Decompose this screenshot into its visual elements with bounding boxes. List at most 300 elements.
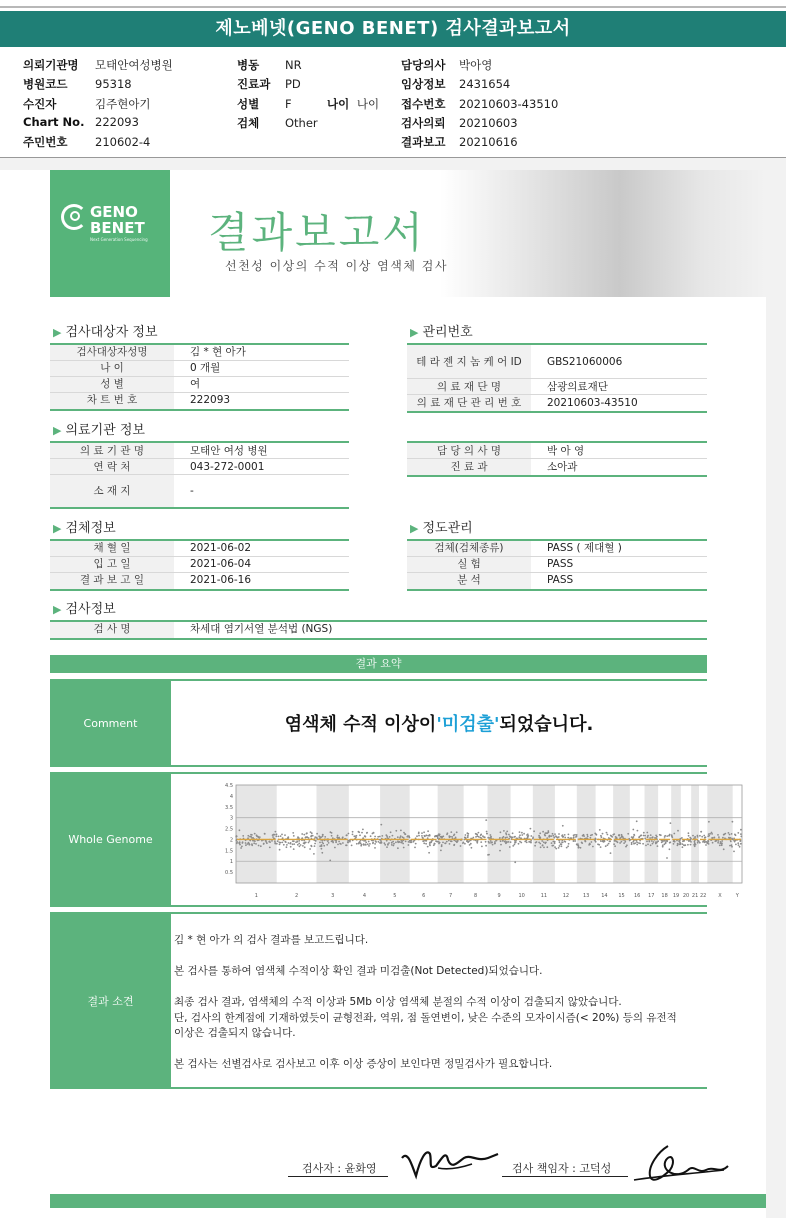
- data-point: [705, 844, 707, 846]
- data-point: [645, 845, 647, 847]
- data-point: [506, 831, 508, 833]
- data-point: [618, 834, 620, 836]
- table-row-label: 의 료 재 단 명: [407, 379, 531, 394]
- data-point: [372, 842, 374, 844]
- data-point: [272, 836, 274, 838]
- data-point: [544, 842, 546, 844]
- section-arrow-icon: ▶: [53, 424, 62, 437]
- data-point: [375, 840, 377, 842]
- data-point: [450, 831, 452, 833]
- data-point: [427, 830, 429, 832]
- data-point: [739, 840, 741, 842]
- data-point: [258, 845, 260, 847]
- table-row-label: 의 료 기 관 명: [50, 443, 174, 458]
- chromosome-band: [316, 785, 348, 883]
- data-point: [480, 834, 482, 836]
- data-point: [467, 833, 469, 835]
- data-point: [558, 847, 560, 849]
- data-point: [669, 841, 671, 843]
- data-point: [530, 828, 532, 830]
- data-point: [575, 836, 577, 838]
- data-point: [707, 841, 709, 843]
- section-title-subject: ▶ 검사대상자 정보: [53, 325, 158, 340]
- data-point: [624, 841, 626, 843]
- data-point: [740, 829, 742, 831]
- data-point: [732, 821, 734, 823]
- y-tick-label: 4.5: [225, 783, 233, 789]
- chromosome-band: [533, 785, 555, 883]
- data-point: [657, 845, 659, 847]
- y-tick-label: 4: [229, 793, 233, 800]
- data-point: [472, 837, 474, 839]
- x-tick-label: Y: [735, 893, 739, 899]
- data-point: [428, 852, 430, 854]
- chromosome-band: [577, 785, 596, 883]
- data-point: [322, 843, 324, 845]
- chromosome-band: [691, 785, 699, 883]
- table-row: [50, 393, 349, 409]
- logo-line-1: GENO: [90, 203, 138, 221]
- data-point: [358, 831, 360, 833]
- x-tick-label: 1: [254, 893, 258, 899]
- data-point: [580, 847, 582, 849]
- data-point: [613, 843, 615, 845]
- header-field-label: 성별: [237, 97, 260, 111]
- table-row: [407, 573, 707, 589]
- data-point: [440, 850, 442, 852]
- data-point: [423, 831, 425, 833]
- data-point: [596, 834, 598, 836]
- header-field-label: 검사의뢰: [401, 116, 446, 130]
- header-field-label: 병원코드: [23, 77, 68, 91]
- header-field: [23, 134, 150, 150]
- data-point: [587, 836, 589, 838]
- data-point: [416, 835, 418, 837]
- header-field: [237, 96, 292, 112]
- data-point: [504, 841, 506, 843]
- data-point: [331, 835, 333, 837]
- data-point: [486, 831, 488, 833]
- data-point: [521, 834, 523, 836]
- data-point: [633, 834, 635, 836]
- data-point: [666, 857, 668, 859]
- data-point: [526, 842, 528, 844]
- data-point: [631, 843, 633, 845]
- x-tick-label: X: [718, 893, 722, 899]
- data-point: [365, 836, 367, 838]
- section-arrow-icon: ▶: [53, 326, 62, 339]
- data-point: [381, 835, 383, 837]
- data-point: [714, 840, 716, 842]
- data-point: [445, 842, 447, 844]
- data-point: [546, 837, 548, 839]
- data-point: [301, 833, 303, 835]
- data-point: [610, 835, 612, 837]
- data-point: [319, 836, 321, 838]
- data-point: [699, 835, 701, 837]
- data-point: [392, 841, 394, 843]
- header-field-value: 20210616: [459, 135, 518, 149]
- data-point: [253, 842, 255, 844]
- table-row-value: 043-272-0001: [190, 461, 265, 473]
- data-point: [595, 838, 597, 840]
- data-point: [508, 834, 510, 836]
- data-point: [554, 833, 556, 835]
- header-field: [401, 96, 558, 112]
- data-point: [368, 841, 370, 843]
- data-point: [408, 844, 410, 846]
- data-point: [465, 834, 467, 836]
- data-point: [553, 836, 555, 838]
- data-point: [485, 845, 487, 847]
- table-row-value: 박 아 영: [547, 445, 585, 457]
- data-point: [470, 843, 472, 845]
- section-arrow-icon: ▶: [53, 603, 62, 616]
- tester-signature-image: [398, 1140, 502, 1182]
- data-point: [477, 840, 479, 842]
- data-point: [446, 841, 448, 843]
- data-point: [462, 842, 464, 844]
- data-point: [421, 835, 423, 837]
- data-point: [576, 844, 578, 846]
- data-point: [478, 836, 480, 838]
- data-point: [467, 836, 469, 838]
- data-point: [545, 832, 547, 834]
- data-point: [558, 836, 560, 838]
- data-point: [366, 832, 368, 834]
- data-point: [543, 841, 545, 843]
- data-point: [441, 836, 443, 838]
- data-point: [239, 842, 241, 844]
- data-point: [297, 841, 299, 843]
- whole-genome-label: Whole Genome: [50, 774, 171, 905]
- data-point: [303, 834, 305, 836]
- data-point: [634, 842, 636, 844]
- data-point: [388, 842, 390, 844]
- data-point: [644, 835, 646, 837]
- data-point: [515, 842, 517, 844]
- comment-highlight: '미검출': [436, 714, 500, 735]
- data-point: [293, 843, 295, 845]
- header-field-label: Chart No.: [23, 115, 85, 129]
- data-point: [636, 844, 638, 846]
- data-point: [605, 845, 607, 847]
- data-point: [607, 834, 609, 836]
- data-point: [664, 840, 666, 842]
- data-point: [559, 845, 561, 847]
- data-point: [740, 836, 742, 838]
- data-point: [502, 837, 504, 839]
- data-point: [508, 841, 510, 843]
- data-point: [609, 840, 611, 842]
- data-point: [640, 835, 642, 837]
- header-field-value: F: [285, 97, 292, 111]
- data-point: [279, 842, 281, 844]
- data-point: [352, 831, 354, 833]
- chromosome-band: [236, 785, 277, 883]
- data-point: [403, 837, 405, 839]
- data-point: [544, 835, 546, 837]
- data-point: [527, 837, 529, 839]
- data-point: [409, 842, 411, 844]
- table-row: [407, 443, 707, 459]
- data-point: [346, 835, 348, 837]
- data-point: [377, 836, 379, 838]
- table-row-value: 삼광의료재단: [547, 381, 608, 393]
- manager-signature-image: [628, 1140, 732, 1190]
- data-point: [451, 836, 453, 838]
- data-point: [514, 844, 516, 846]
- data-point: [456, 831, 458, 833]
- header-field-label: 결과보고: [401, 135, 446, 149]
- data-point: [422, 840, 424, 842]
- data-point: [647, 843, 649, 845]
- data-point: [734, 834, 736, 836]
- data-point: [573, 840, 575, 842]
- data-point: [647, 836, 649, 838]
- data-point: [574, 834, 576, 836]
- data-point: [478, 832, 480, 834]
- data-point: [386, 846, 388, 848]
- header-field: [237, 115, 318, 131]
- management-info-table: [407, 343, 707, 413]
- data-point: [638, 837, 640, 839]
- y-tick-label: 3.5: [225, 804, 233, 811]
- data-point: [418, 835, 420, 837]
- data-point: [583, 835, 585, 837]
- x-tick-label: 19: [672, 893, 680, 899]
- data-point: [573, 837, 575, 839]
- chromosome-band: [671, 785, 681, 883]
- table-row: [50, 459, 349, 475]
- section-arrow-icon: ▶: [53, 522, 62, 535]
- data-point: [368, 845, 370, 847]
- data-point: [480, 841, 482, 843]
- data-point: [574, 840, 576, 842]
- data-point: [608, 837, 610, 839]
- data-point: [538, 836, 540, 838]
- data-point: [256, 835, 258, 837]
- data-point: [386, 835, 388, 837]
- data-point: [500, 831, 502, 833]
- data-point: [298, 843, 300, 845]
- table-row-label: 성 별: [50, 377, 174, 392]
- data-point: [503, 830, 505, 832]
- data-point: [683, 844, 685, 846]
- data-point: [490, 837, 492, 839]
- data-point: [590, 837, 592, 839]
- data-point: [542, 845, 544, 847]
- data-point: [520, 842, 522, 844]
- header-age-label: 나이: [327, 97, 350, 111]
- data-point: [621, 841, 623, 843]
- table-row: [50, 377, 349, 393]
- table-row-label: 나 이: [50, 361, 174, 376]
- header-field-value: 210602-4: [95, 135, 151, 149]
- data-point: [561, 843, 563, 845]
- data-point: [379, 836, 381, 838]
- x-tick-label: 16: [634, 893, 641, 899]
- data-point: [662, 844, 664, 846]
- data-point: [683, 840, 685, 842]
- institution-info-table: [50, 441, 349, 509]
- table-row-label: 연 락 처: [50, 459, 174, 474]
- data-point: [277, 840, 279, 842]
- x-tick-label: 4: [362, 893, 367, 899]
- data-point: [322, 836, 324, 838]
- data-point: [514, 861, 516, 863]
- data-point: [442, 835, 444, 837]
- data-point: [699, 842, 701, 844]
- data-point: [321, 852, 323, 854]
- table-row: [407, 557, 707, 573]
- data-point: [677, 843, 679, 845]
- section-title-institution: ▶ 의료기관 정보: [53, 423, 145, 438]
- data-point: [395, 830, 397, 832]
- data-point: [506, 841, 508, 843]
- data-point: [384, 844, 386, 846]
- data-point: [619, 842, 621, 844]
- data-point: [399, 837, 401, 839]
- data-point: [323, 845, 325, 847]
- data-point: [581, 842, 583, 844]
- data-point: [511, 836, 513, 838]
- data-point: [279, 849, 281, 851]
- data-point: [568, 834, 570, 836]
- summary-bar: 결과 요약: [50, 655, 707, 673]
- header-field-label: 검체: [237, 116, 260, 130]
- data-point: [690, 844, 692, 846]
- data-point: [659, 834, 661, 836]
- header-field-label: 담당의사: [401, 58, 446, 72]
- data-point: [302, 845, 304, 847]
- table-row-value: 차세대 염기서열 분석법 (NGS): [190, 623, 333, 635]
- data-point: [704, 841, 706, 843]
- data-point: [614, 840, 616, 842]
- data-point: [281, 834, 283, 836]
- data-point: [273, 834, 275, 836]
- data-point: [559, 841, 561, 843]
- data-point: [379, 839, 381, 841]
- data-point: [250, 836, 252, 838]
- data-point: [275, 831, 277, 833]
- header-age-value: 나이: [356, 97, 380, 111]
- data-point: [413, 841, 415, 843]
- data-point: [435, 840, 437, 842]
- data-point: [723, 834, 725, 836]
- table-row-value: 2021-06-04: [190, 558, 252, 570]
- data-point: [673, 843, 675, 845]
- data-point: [740, 843, 742, 845]
- data-point: [342, 842, 344, 844]
- data-point: [239, 844, 241, 846]
- data-point: [245, 842, 247, 844]
- table-row-value: PASS ( 제대혈 ): [547, 542, 622, 554]
- data-point: [677, 845, 679, 847]
- data-point: [637, 830, 639, 832]
- data-point: [646, 832, 648, 834]
- data-point: [453, 844, 455, 846]
- data-point: [284, 841, 286, 843]
- data-point: [275, 835, 277, 837]
- data-point: [679, 841, 681, 843]
- data-point: [485, 819, 487, 821]
- table-row-label: 검체(검체종류): [407, 541, 531, 556]
- data-point: [655, 837, 657, 839]
- data-point: [252, 837, 254, 839]
- findings-line: 이상은 검출되지 않습니다.: [174, 1027, 296, 1039]
- data-point: [714, 837, 716, 839]
- data-point: [310, 836, 312, 838]
- data-point: [494, 843, 496, 845]
- data-point: [400, 830, 402, 832]
- data-point: [584, 840, 586, 842]
- data-point: [595, 841, 597, 843]
- data-point: [655, 835, 657, 837]
- data-point: [697, 840, 699, 842]
- table-row-value: PASS: [547, 558, 574, 570]
- data-point: [362, 829, 364, 831]
- data-point: [740, 833, 742, 835]
- table-row-value: 2021-06-02: [190, 542, 252, 554]
- header-field-value: NR: [285, 58, 302, 72]
- data-point: [506, 836, 508, 838]
- data-point: [678, 843, 680, 845]
- data-point: [687, 844, 689, 846]
- header-field: [401, 115, 518, 131]
- data-point: [399, 841, 401, 843]
- table-row: [50, 622, 707, 638]
- data-point: [393, 843, 395, 845]
- data-point: [381, 842, 383, 844]
- x-tick-label: 6: [422, 893, 426, 899]
- table-row-label: 검 사 명: [50, 622, 174, 638]
- data-point: [476, 833, 478, 835]
- data-point: [552, 833, 554, 835]
- data-point: [554, 841, 556, 843]
- data-point: [643, 835, 645, 837]
- data-point: [602, 833, 604, 835]
- y-tick-label: 3: [229, 815, 233, 822]
- header-field-value: 222093: [95, 115, 139, 129]
- data-point: [708, 821, 710, 823]
- data-point: [510, 841, 512, 843]
- data-point: [627, 833, 629, 835]
- data-point: [621, 836, 623, 838]
- data-point: [408, 835, 410, 837]
- data-point: [300, 844, 302, 846]
- data-point: [519, 831, 521, 833]
- table-row-label: 테 라 젠 지 놈 케 어 ID: [407, 345, 531, 378]
- data-point: [327, 840, 329, 842]
- data-point: [447, 832, 449, 834]
- table-row-label: 소 재 지: [50, 475, 174, 507]
- table-row-value: -: [190, 485, 194, 497]
- comment-block: [50, 679, 707, 767]
- data-point: [263, 843, 265, 845]
- data-point: [240, 847, 242, 849]
- data-point: [293, 840, 295, 842]
- data-point: [391, 842, 393, 844]
- data-point: [646, 841, 648, 843]
- data-point: [661, 842, 663, 844]
- data-point: [418, 832, 420, 834]
- header-field: [23, 57, 173, 73]
- data-point: [513, 836, 515, 838]
- data-point: [729, 834, 731, 836]
- table-row-label: 검사대상자성명: [50, 345, 174, 360]
- comment-label: Comment: [50, 681, 171, 765]
